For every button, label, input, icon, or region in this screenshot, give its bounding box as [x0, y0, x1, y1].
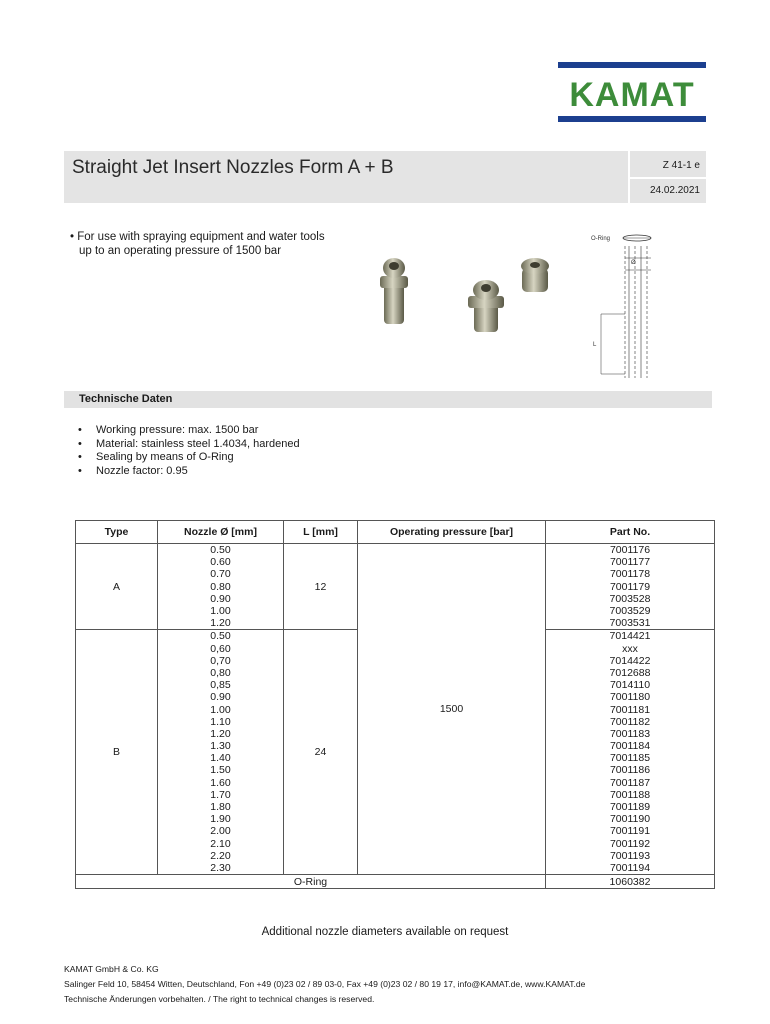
- part-number-cell: 7003529: [546, 605, 715, 617]
- nozzle-diameter-cell: 1.60: [158, 777, 284, 789]
- table-row-oring: [76, 875, 715, 889]
- part-number-cell: 7014422: [546, 655, 715, 667]
- nozzle-diameter-cell: 2.00: [158, 825, 284, 837]
- nozzle-photo-short: [468, 280, 504, 332]
- intro-line-2: up to an operating pressure of 1500 bar: [79, 245, 282, 257]
- part-number-cell: 7014421: [546, 630, 715, 643]
- type-cell: B: [76, 630, 158, 875]
- part-number-cell: 7001190: [546, 813, 715, 825]
- part-number-cell: 7001180: [546, 691, 715, 703]
- nozzle-diameter-cell: 1.00: [158, 703, 284, 715]
- nozzle-diameter-cell: 0,85: [158, 679, 284, 691]
- col-header-type: Type: [76, 521, 158, 544]
- spec-bullet: • Material: stainless steel 1.4034, hardened: [78, 438, 300, 452]
- nozzle-diameter-cell: 1.40: [158, 752, 284, 764]
- part-number-cell: 7001192: [546, 838, 715, 850]
- nozzle-diameter-cell: 0.50: [158, 630, 284, 643]
- nozzle-diameter-cell: 1.70: [158, 789, 284, 801]
- nozzle-photos: [370, 252, 570, 342]
- nozzle-diameter-cell: 1.20: [158, 617, 284, 630]
- length-cell: 24: [284, 630, 358, 875]
- part-number-cell: 7001183: [546, 728, 715, 740]
- nozzle-diameter-cell: 0.50: [158, 544, 284, 557]
- nozzle-diameter-cell: 1.80: [158, 801, 284, 813]
- table-body: [76, 544, 715, 889]
- part-number-cell: 7001189: [546, 801, 715, 813]
- nozzle-diameter-cell: 2.30: [158, 862, 284, 875]
- part-number-cell: 7001186: [546, 764, 715, 776]
- col-header-nozzle: Nozzle Ø [mm]: [158, 521, 284, 544]
- part-number-cell: 7001194: [546, 862, 715, 875]
- nozzle-diameter-cell: 0,70: [158, 655, 284, 667]
- nozzle-diameter-cell: 1.00: [158, 605, 284, 617]
- table-row: [76, 544, 715, 557]
- table-header-row: [76, 521, 715, 544]
- nozzle-diameter-cell: 2.10: [158, 838, 284, 850]
- part-number-cell: 7001185: [546, 752, 715, 764]
- nozzle-diameter-cell: 0.70: [158, 568, 284, 580]
- nozzle-photo-long: [380, 258, 408, 324]
- spec-bullet: • Nozzle factor: 0.95: [78, 465, 300, 479]
- pressure-cell: 1500: [358, 544, 546, 875]
- oring-label-cell: O-Ring: [76, 875, 546, 889]
- part-number-cell: 7001184: [546, 740, 715, 752]
- part-number-cell: 7012688: [546, 667, 715, 679]
- part-number-cell: 7001177: [546, 556, 715, 568]
- page-title: Straight Jet Insert Nozzles Form A + B: [72, 157, 394, 178]
- part-number-cell: xxx: [546, 643, 715, 655]
- spec-bullet: • Working pressure: max. 1500 bar: [78, 424, 300, 438]
- col-header-pressure: Operating pressure [bar]: [358, 521, 546, 544]
- part-number-cell: 7014110: [546, 679, 715, 691]
- col-header-length: L [mm]: [284, 521, 358, 544]
- intro-line-1: For use with spraying equipment and water tools: [77, 231, 325, 243]
- part-number-cell: 7001181: [546, 703, 715, 715]
- part-number-cell: 7003528: [546, 593, 715, 605]
- title-divider: [630, 177, 706, 179]
- availability-note: Additional nozzle diameters available on request: [261, 926, 509, 938]
- nozzle-diameter-cell: 0,60: [158, 643, 284, 655]
- nozzle-diameter-cell: 1.30: [158, 740, 284, 752]
- part-number-cell: 7001193: [546, 850, 715, 862]
- part-number-cell: 7001182: [546, 716, 715, 728]
- logo-text: KAMAT: [569, 76, 695, 114]
- nozzle-diameter-cell: 0.80: [158, 581, 284, 593]
- drawing-label-d: Ø: [631, 260, 636, 266]
- document-code: Z 41-1 e: [662, 160, 700, 171]
- oring-part-number-cell: 1060382: [546, 875, 715, 889]
- nozzle-diameter-cell: 1.50: [158, 764, 284, 776]
- part-number-cell: 7001178: [546, 568, 715, 580]
- drawing-label-oring: O-Ring: [591, 236, 611, 242]
- nozzle-diameter-cell: 1.10: [158, 716, 284, 728]
- type-cell: A: [76, 544, 158, 630]
- nozzle-diameter-cell: 2.20: [158, 850, 284, 862]
- footer: [64, 962, 585, 1007]
- nozzle-diameter-cell: 0.60: [158, 556, 284, 568]
- footer-address: Salinger Feld 10, 58454 Witten, Deutschland, Fon +49 (0)23 02 / 89 03-0, Fax +49 (0)23 02 / 80 19 17, info@KAMAT.de, www.KAMAT.de: [64, 979, 586, 989]
- spec-bullet: • Sealing by means of O-Ring: [78, 451, 300, 465]
- technical-drawing: [585, 228, 665, 380]
- part-number-cell: 7001187: [546, 777, 715, 789]
- drawing-label-l: L: [593, 342, 597, 348]
- nozzle-diameter-cell: 0.90: [158, 691, 284, 703]
- footer-company: KAMAT GmbH & Co. KG: [64, 964, 159, 974]
- part-number-cell: 7001191: [546, 825, 715, 837]
- intro-text: [70, 230, 350, 258]
- col-header-part-no: Part No.: [546, 521, 715, 544]
- nozzle-photo-insert: [521, 258, 549, 292]
- section-title: Technische Daten: [79, 393, 173, 405]
- part-number-cell: 7001179: [546, 581, 715, 593]
- nozzle-diameter-cell: 1.90: [158, 813, 284, 825]
- part-number-cell: 7003531: [546, 617, 715, 630]
- part-number-cell: 7001176: [546, 544, 715, 557]
- document-date: 24.02.2021: [649, 185, 700, 196]
- nozzle-table: [75, 520, 715, 889]
- footer-disclaimer: Technische Änderungen vorbehalten. / The right to technical changes is reserved.: [64, 994, 375, 1004]
- intro-bullet: •: [70, 231, 75, 243]
- nozzle-diameter-cell: 1.20: [158, 728, 284, 740]
- nozzle-diameter-cell: 0,80: [158, 667, 284, 679]
- length-cell: 12: [284, 544, 358, 630]
- part-number-cell: 7001188: [546, 789, 715, 801]
- spec-bullet-list: [78, 424, 300, 478]
- kamat-logo: [558, 62, 706, 122]
- nozzle-diameter-cell: 0.90: [158, 593, 284, 605]
